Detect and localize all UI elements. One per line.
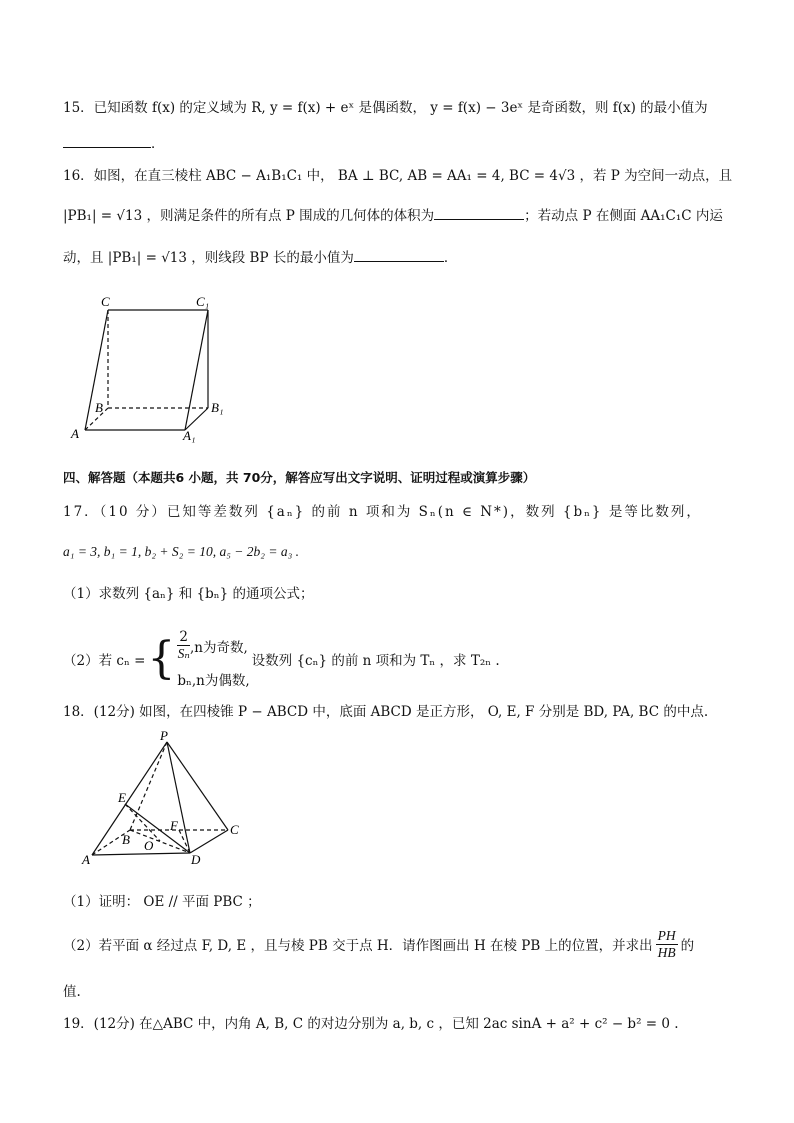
label-E: E <box>118 790 126 805</box>
q15-answer-blank <box>63 135 151 148</box>
q17-line2: a₁ = 3, b₁ = 1, b₂ + S₂ = 10, a₅ − 2b₂ = a₃ . <box>63 544 300 559</box>
q18-line1: 18．(12分) 如图，在四棱锥 P − ABCD 中，底面 ABCD 是正方形， O, E, F 分别是 BD, PA, BC 的中点. <box>63 704 709 720</box>
label-F: F <box>170 818 178 833</box>
label-O: O <box>144 838 154 853</box>
label-A: A <box>82 852 90 867</box>
label-B1: B₁ <box>211 400 224 415</box>
case1-fraction: $\frac{2}{\text{Sₙ}}$ <box>177 629 190 661</box>
q16-line1: 16．如图，在直三棱柱 ABC − A₁B₁C₁ 中， BA ⊥ BC, AB = AA₁ = 4, BC = 4√3 ，若 P 为空间一动点，且 <box>63 168 733 184</box>
section-heading: 四、解答题（本题共6 小题，共 70分，解答应写出文字说明、证明过程或演算步骤） <box>63 470 536 485</box>
label-A: A <box>71 426 79 441</box>
q17-part1: （1）求数列 {aₙ} 和 {bₙ} 的通项公式； <box>63 586 314 602</box>
label-C1: C₁ <box>196 294 210 309</box>
piecewise-cases: $\frac{2}{\text{Sₙ}}$ ,n为奇数, bₙ,n为偶数, <box>177 629 250 689</box>
q16-line3: 动，且 |PB₁| = √13 ，则线段 BP 长的最小值为 ． <box>63 250 458 266</box>
label-B: B <box>95 400 103 415</box>
ratio-fraction: $\frac{PH}{HB}$ <box>657 927 676 960</box>
pyramid-figure <box>80 730 250 870</box>
label-D: D <box>191 852 201 867</box>
q16-line2: |PB₁| = √13 ，则满足条件的所有点 P 围成的几何体的体积为 ；若动点 P 在侧面 AA₁C₁C 内运 <box>63 208 723 224</box>
prism-figure <box>63 290 233 450</box>
q18-part2-cont: 值. <box>63 984 81 1000</box>
q15-line2: ． <box>63 134 165 154</box>
q16-volume-blank <box>434 207 524 220</box>
q15-line1: 15．已知函数 f(x) 的定义域为 R, y = f(x) + eˣ 是偶函数， y = f(x) − 3eˣ 是奇函数，则 f(x) 的最小值为 <box>63 100 708 116</box>
label-C: C <box>101 294 110 309</box>
label-P: P <box>160 730 168 743</box>
q16-min-length-blank <box>354 249 444 262</box>
q19-line1: 19．(12分) 在△ABC 中，内角 A, B, C 的对边分别为 a, b, c ，已知 2ac sinA + a² + c² − b² = 0 . <box>63 1016 679 1032</box>
label-A1: A₁ <box>183 428 196 443</box>
label-C: C <box>230 822 239 837</box>
q18-part2: （2）若平面 α 经过点 F, D, E ，且与棱 PB 交于点 H．请作图画出 H 在棱 PB 上的位置，并求出 $\frac{PH}{HB}$ 的 <box>63 927 695 960</box>
q18-part1: （1）证明： OE // 平面 PBC ； <box>63 894 261 910</box>
q17-part2: （2）若 cₙ = { $\frac{2}{\text{Sₙ}}$ ,n为奇数, bₙ,n为偶数, 设数列 {cₙ} 的前 n 项和为 Tₙ ，求 T₂ₙ . <box>63 629 500 689</box>
label-B: B <box>122 832 130 847</box>
brace: { <box>147 633 176 684</box>
q17-line1: 17．（10 分）已知等差数列 {aₙ} 的前 n 项和为 Sₙ(n ∈ N*)，数列 {bₙ} 是等比数列， <box>63 504 702 520</box>
